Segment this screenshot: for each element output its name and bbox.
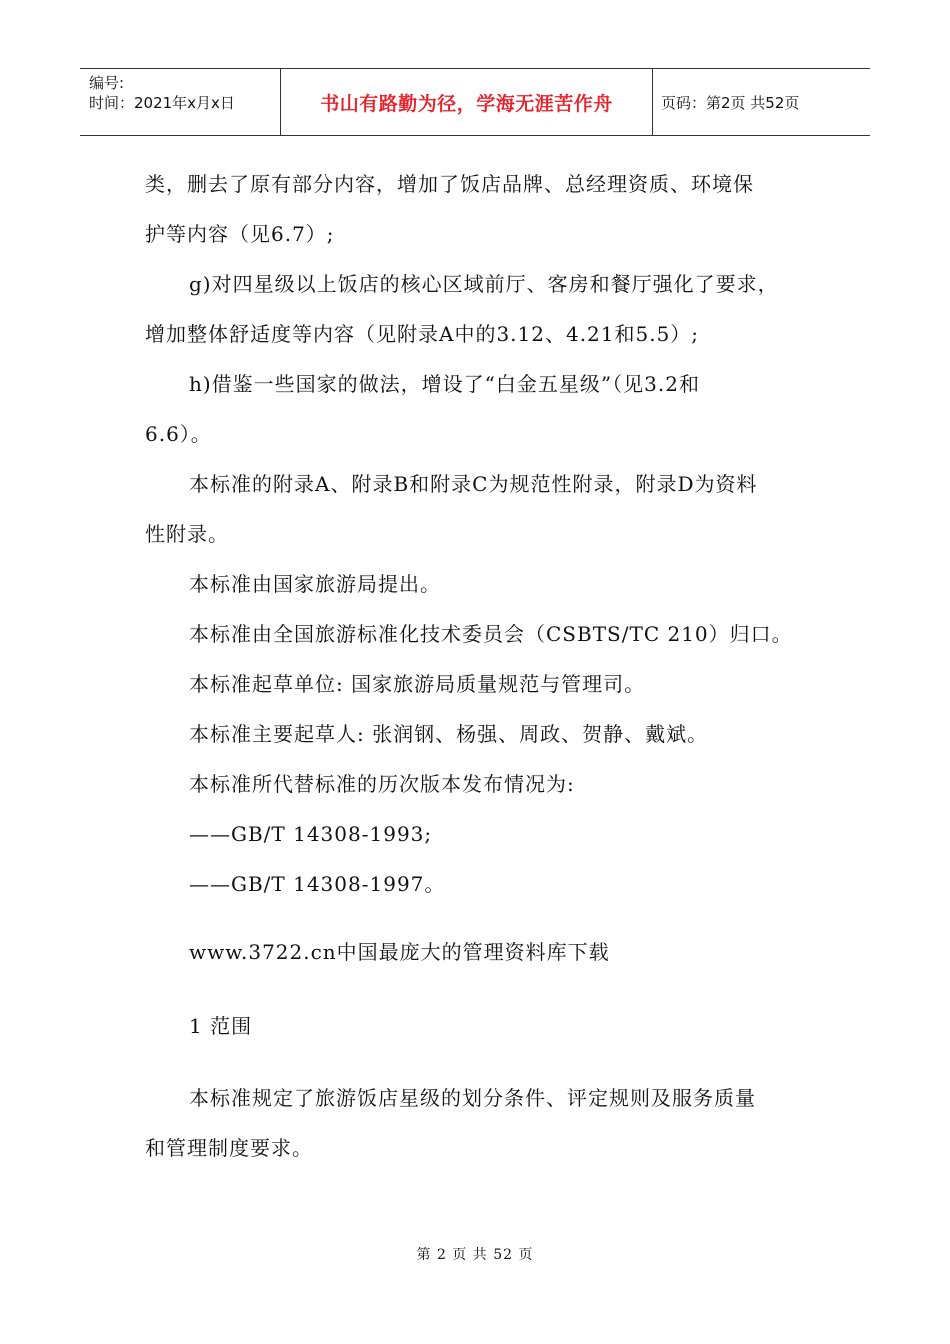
- text-line: 本标准由全国旅游标准化技术委员会（CSBTS/TC 210）归口。: [189, 622, 793, 646]
- text-line: 本标准所代替标准的历次版本发布情况为:: [189, 772, 575, 796]
- text-line: 本标准由国家旅游局提出。: [189, 572, 441, 596]
- header-date-label: 时间：2021年x月x日: [89, 94, 235, 112]
- text-line: 性附录。: [145, 522, 229, 546]
- text-line: 1 范围: [189, 1014, 253, 1038]
- header-motto: 书山有路勤为径，学海无涯苦作舟: [281, 69, 653, 135]
- text-line: ——GB/T 14308-1997。: [189, 872, 446, 896]
- text-line: g)对四星级以上饭店的核心区域前厅、客房和餐厅强化了要求，: [189, 272, 779, 296]
- text-line: ——GB/T 14308-1993;: [189, 822, 433, 846]
- text-line: www.3722.cn中国最庞大的管理资料库下载: [189, 940, 610, 964]
- header-number-label: 编号:: [89, 74, 125, 92]
- text-line: 类，删去了原有部分内容，增加了饭店品牌、总经理资质、环境保: [145, 172, 754, 196]
- text-line: 本标准起草单位: 国家旅游局质量规范与管理司。: [189, 672, 646, 696]
- header-meta: [80, 69, 281, 135]
- text-line: 本标准规定了旅游饭店星级的划分条件、评定规则及服务质量: [189, 1086, 756, 1110]
- page-header: [80, 68, 870, 136]
- text-line: 和管理制度要求。: [145, 1136, 313, 1160]
- text-line: 本标准主要起草人: 张润钢、杨强、周政、贺静、戴斌。: [189, 722, 709, 746]
- text-line: 护等内容（见6.7）;: [145, 222, 335, 246]
- page-footer: 第 2 页 共 52 页: [416, 1247, 534, 1263]
- text-line: 6.6）。: [145, 422, 212, 446]
- header-page-info: 页码：第2页 共52页: [661, 93, 800, 112]
- text-line: h)借鉴一些国家的做法，增设了“白金五星级”（见3.2和: [189, 372, 700, 396]
- text-line: 增加整体舒适度等内容（见附录A中的3.12、4.21和5.5）;: [145, 322, 700, 346]
- text-line: 本标准的附录A、附录B和附录C为规范性附录，附录D为资料: [189, 472, 758, 496]
